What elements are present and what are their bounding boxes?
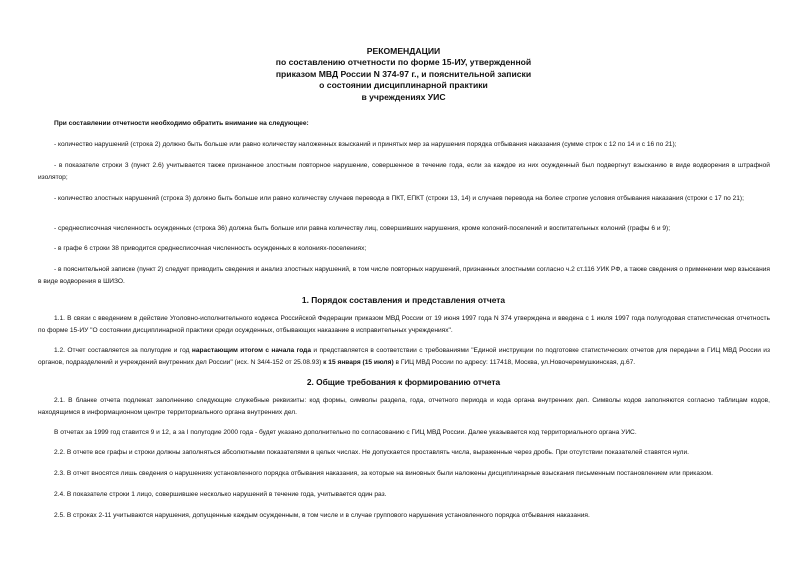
paragraph: 2.1. В бланке отчета подлежат заполнению следующие служебные реквизиты: код формы, символы раздела, года, отчетного периода и кода органа внутренних дел. Символы кодов заполняются согласно таблицам кодов, находящимся в информационном центре территориального органа внутренних дел. <box>38 397 770 416</box>
title-line: по составлению отчетности по форме 15-ИУ, утвержденной <box>275 57 532 68</box>
emphasis-text: к 15 января (15 июля) <box>323 359 394 366</box>
bullet-item: - количество нарушений (строка 2) должно быть больше или равно количеству наложенных взысканий и принятых мер за нарушения порядка отбывания наказания (сумме строк с 12 по 14 и с 16 по 21); <box>54 141 677 148</box>
intro-text: При составлении отчетности необходимо обратить внимание на следующее: <box>54 120 309 127</box>
title-line: о состоянии дисциплинарной практики <box>319 80 488 91</box>
document-title <box>0 46 807 103</box>
paragraph-text: и представляется в соответствии с требованиями "Единой инструкции по подготовке статистических отчетов для передачи в ГИЦ МВД России из органов, подразделений и учреждений внутренних дел России" (исх. N 34/4-152 от 25.08.93) <box>38 347 770 366</box>
bullet-item: - количество злостных нарушений (строка 3) должно быть больше или равно количеству случаев перевода в ПКТ, ЕПКТ (строки 13, 14) и случаев перевода на более строгие условия отбывания наказания (строки с 17 по 21); <box>54 195 744 202</box>
paragraph <box>38 345 770 369</box>
bullet-item: - в графе 6 строки 38 приводится среднесписочная численность осужденных в колониях-поселениях; <box>54 245 367 252</box>
bullet-item: - в пояснительной записке (пункт 2) следует приводить сведения и анализ злостных нарушений, в том числе повторных нарушений, признанных злостными согласно ч.2 ст.116 УИК РФ, а также сведения о применении мер взыскания в виде водворения в ШИЗО. <box>38 266 770 285</box>
title-line: в учреждениях УИС <box>361 91 446 102</box>
emphasis-text: нарастающим итогом с начала года <box>191 347 312 354</box>
bullet-item: - в показателе строки 3 (пункт 2.6) учитывается также признанное злостным повторное нарушение, совершенное в течение года, если за каждое из них осужденный был подвергнут взысканию в виде водворения в штрафной изолятор; <box>38 162 770 181</box>
paragraph: 2.3. В отчет вносятся лишь сведения о нарушениях установленного порядка отбывания наказания, за которые на виновных были наложены дисциплинарные взыскания письменным постановлением или приказом. <box>54 470 713 477</box>
title-line: РЕКОМЕНДАЦИИ <box>366 46 441 56</box>
paragraph-text: в ГИЦ МВД России по адресу: 117418, Москва, ул.Новочеремушкинская, д.67. <box>393 359 636 366</box>
paragraph-text: 1.2. Отчет составляется за полугодие и год <box>54 347 192 354</box>
section-heading: 1. Порядок составления и представления отчета <box>301 295 506 305</box>
section-heading: 2. Общие требования к формированию отчета <box>306 377 501 387</box>
paragraph: 2.5. В строках 2-11 учитываются нарушения, допущенные каждым осужденным, в том числе и в случае группового нарушения установленного порядка отбывания наказания. <box>54 512 590 519</box>
bullet-item: - среднесписочная численность осужденных (строка 36) должна быть больше или равна количеству лиц, совершивших нарушения, кроме колоний-поселений и воспитательных колоний (графы 6 и 9); <box>54 225 671 232</box>
paragraph: 1.1. В связи с введением в действие Уголовно-исполнительного кодекса Российской Федерации приказом МВД России от 19 июня 1997 года N 374 утверждена и введена с 1 июля 1997 года полугодовая статистическая отчетность по форме 15-ИУ "О состоянии дисциплинарной практики среди осужденных, отбывающих наказание в исправительных учреждениях". <box>38 315 770 334</box>
paragraph: 2.4. В показателе строки 1 лицо, совершившее несколько нарушений в течение года, учитывается один раз. <box>54 491 387 498</box>
paragraph: 2.2. В отчете все графы и строки должны заполняться абсолютными показателями в целых числах. Не допускается проставлять числа, выраженные через дробь. При отсутствии показателей ставятся нули. <box>54 449 689 456</box>
paragraph: В отчетах за 1999 год ставится 9 и 12, а за I полугодие 2000 года - будет указано дополнительно по согласованию с ГИЦ МВД России. Далее указывается код территориального органа УИС. <box>54 429 637 436</box>
title-line: приказом МВД России N 374-97 г., и пояснительной записки <box>275 68 532 79</box>
